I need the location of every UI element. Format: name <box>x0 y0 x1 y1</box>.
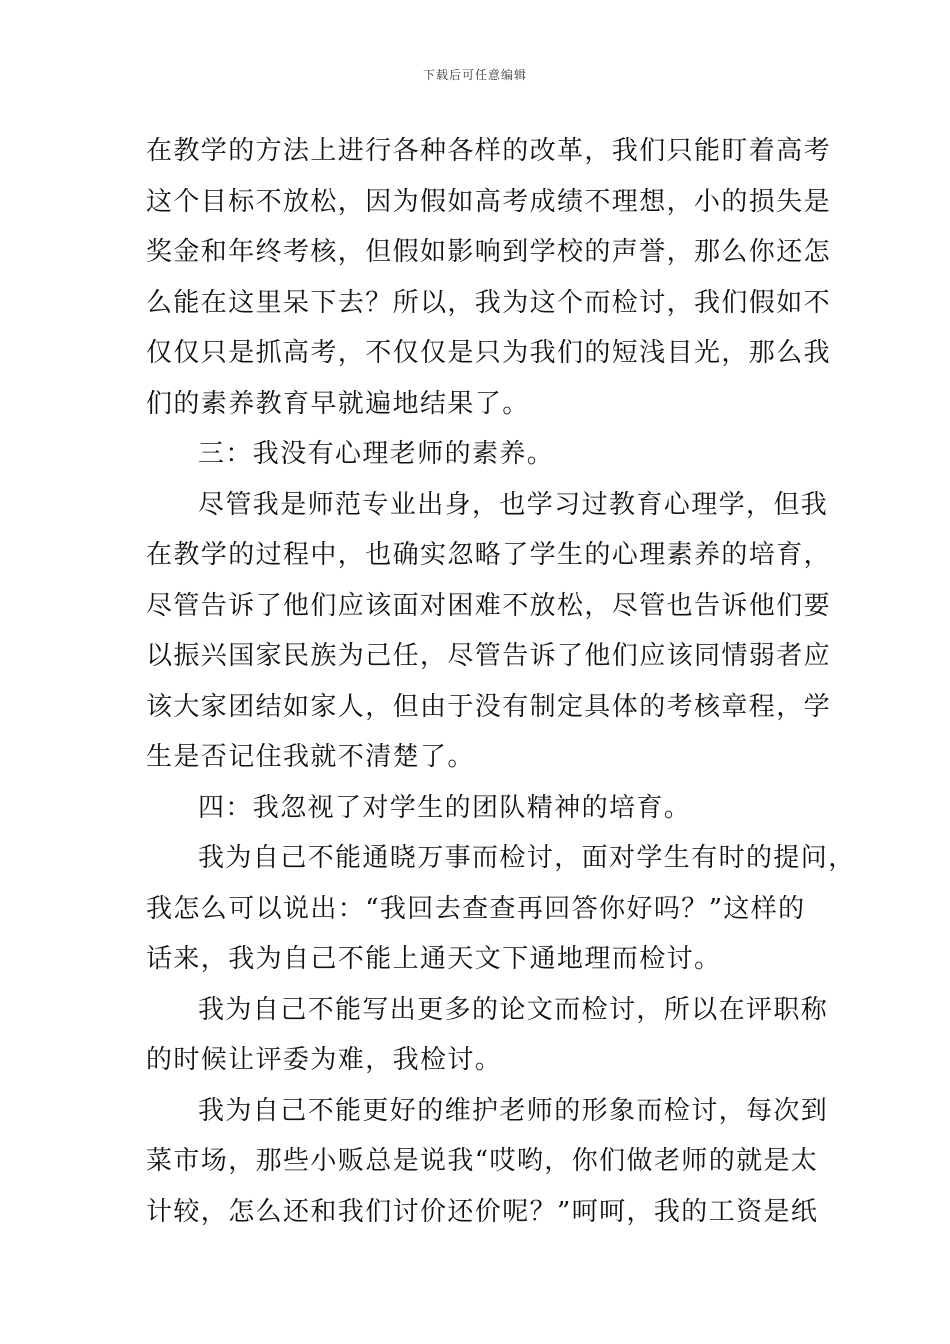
text-line: 我为自己不能写出更多的论文而检讨，所以在评职称 <box>198 994 829 1025</box>
text-line: 我为自己不能更好的维护老师的形象而检讨，每次到 <box>198 1095 829 1126</box>
text-line: 在教学的方法上进行各种各样的改革，我们只能盯着高考 <box>146 136 832 166</box>
section-heading: 四：我忽视了对学生的团队精神的培育。 <box>198 792 692 823</box>
text-line: 尽管我是师范专业出身，也学习过教育心理学，但我 <box>198 489 829 520</box>
text-line: 尽管告诉了他们应该面对困难不放松，尽管也告诉他们要 <box>146 590 832 621</box>
text-line: 么能在这里呆下去？所以，我为这个而检讨，我们假如不 <box>146 287 832 318</box>
text-line: 我为自己不能通晓万事而检讨，面对学生有时的提问， <box>198 843 856 873</box>
text-line: 在教学的过程中，也确实忽略了学生的心理素养的培育， <box>146 540 832 570</box>
text-line: 仅仅只是抓高考，不仅仅是只为我们的短浅目光，那么我 <box>146 338 832 368</box>
text-line: 我怎么可以说出：“我回去查查再回答你好吗？”这样的 <box>146 893 806 924</box>
document-body <box>146 126 856 1237</box>
section-heading: 三：我没有心理老师的素养。 <box>198 439 555 469</box>
text-line: 的时候让评委为难，我检讨。 <box>146 1045 503 1075</box>
text-line: 该大家团结如家人，但由于没有制定具体的考核章程，学 <box>146 691 832 722</box>
text-line: 计较，怎么还和我们讨价还价呢？”呵呵，我的工资是纸 <box>146 1196 819 1227</box>
text-line: 们的素养教育早就遍地结果了。 <box>146 388 530 419</box>
text-line: 以振兴国家民族为己任，尽管告诉了他们应该同情弱者应 <box>146 641 832 671</box>
text-line: 菜市场，那些小贩总是说我“哎哟，你们做老师的就是太 <box>146 1146 819 1176</box>
text-line: 这个目标不放松，因为假如高考成绩不理想，小的损失是 <box>146 186 832 217</box>
text-line: 生是否记住我就不清楚了。 <box>146 742 475 772</box>
text-line: 话来，我为自己不能上通天文下通地理而检讨。 <box>146 944 722 974</box>
page-header-note: 下载后可任意编辑 <box>422 68 527 82</box>
text-line: 奖金和年终考核，但假如影响到学校的声誉，那么你还怎 <box>146 237 832 267</box>
